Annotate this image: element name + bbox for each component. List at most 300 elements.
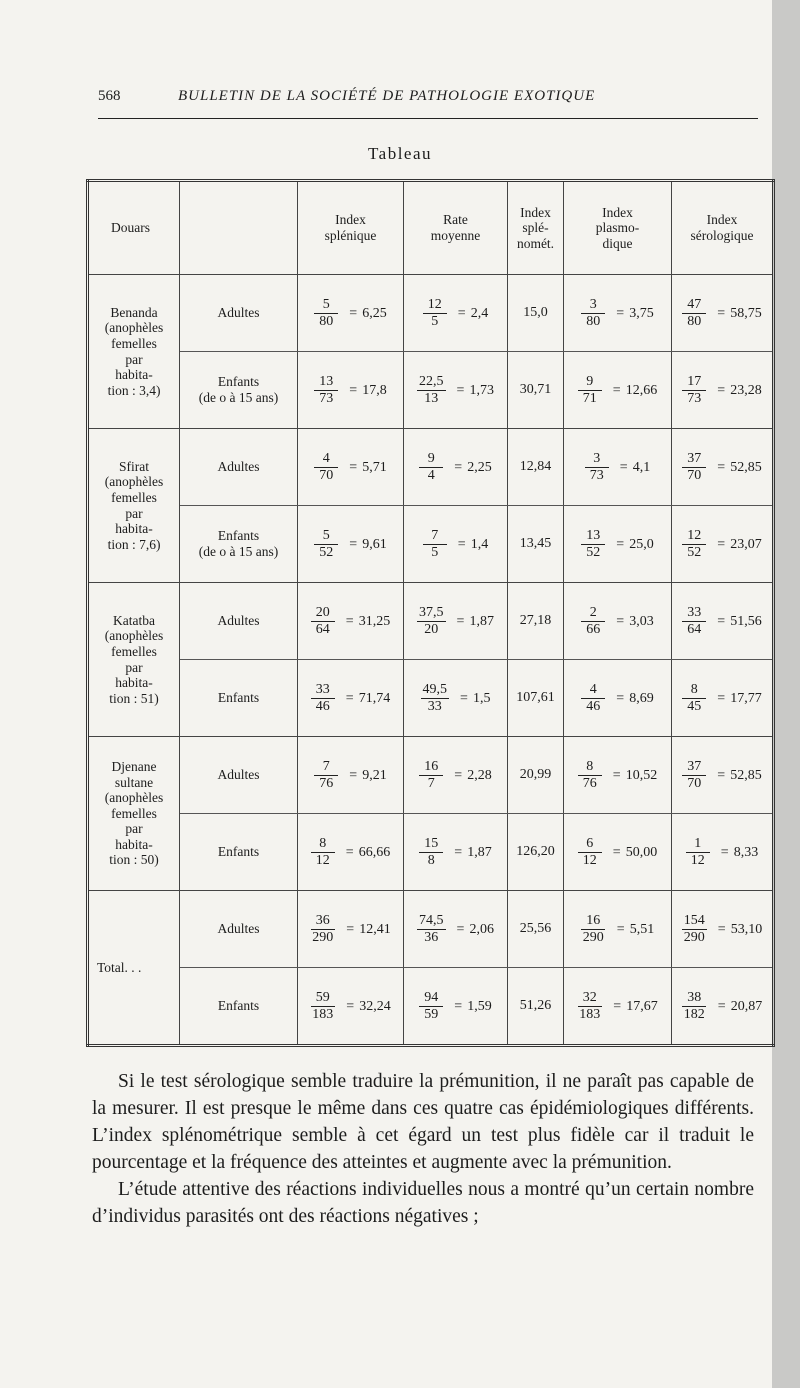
- fraction-cell: [404, 429, 508, 506]
- fraction-value: 5,71: [362, 459, 387, 475]
- fraction-expression: [421, 682, 491, 715]
- splenometric-index: 12,84: [508, 429, 564, 506]
- fraction-value: 1,87: [467, 844, 492, 860]
- table-row: [88, 506, 774, 583]
- fraction-value: 53,10: [730, 921, 763, 937]
- fraction-expression: [682, 913, 762, 946]
- text-line: par: [125, 351, 143, 367]
- fraction: [419, 990, 443, 1023]
- col-header-plasmo: Index plasmo- dique: [564, 181, 672, 275]
- fraction-expression: [423, 528, 488, 561]
- fraction-value: 8,33: [733, 844, 759, 860]
- numerator: 3: [581, 297, 605, 314]
- fraction-cell: [564, 429, 672, 506]
- numerator: 12: [682, 528, 706, 545]
- fraction-expression: [682, 297, 761, 330]
- splenometric-index: 15,0: [508, 275, 564, 352]
- col-header-douars: Douars: [88, 181, 180, 275]
- numerator: 4: [314, 451, 338, 468]
- equals-sign: =: [346, 921, 355, 937]
- denominator: 73: [319, 391, 334, 406]
- text-line: habita-: [115, 675, 153, 691]
- numerator: 13: [581, 528, 605, 545]
- fraction-expression: [578, 836, 657, 869]
- table-caption: Tableau: [367, 144, 433, 163]
- text-line: Enfants: [217, 690, 260, 706]
- denominator: 5: [431, 545, 439, 560]
- denominator: 73: [687, 391, 702, 406]
- fraction-value: 17,8: [362, 382, 387, 398]
- splenometric-index: 107,61: [508, 660, 564, 737]
- splenometric-index: 13,45: [508, 506, 564, 583]
- col-header-rate: Rate moyenne: [404, 181, 508, 275]
- fraction-cell: [404, 737, 508, 814]
- equals-sign: =: [717, 998, 726, 1014]
- text-line: (anophèles: [104, 790, 164, 806]
- equals-sign: =: [349, 536, 358, 552]
- fraction: [311, 836, 335, 869]
- denominator: 183: [579, 1007, 601, 1022]
- text-line: Benanda: [110, 304, 158, 320]
- splenometric-index: 25,56: [508, 891, 564, 968]
- douar-name: [88, 275, 180, 429]
- numerator: 7: [314, 759, 338, 776]
- fraction-cell: [564, 352, 672, 429]
- denominator: 52: [586, 545, 601, 560]
- fraction-cell: [564, 275, 672, 352]
- text-line: habita-: [115, 367, 153, 383]
- denominator: 64: [687, 622, 702, 637]
- denominator: 13: [424, 391, 439, 406]
- text-line: sultane: [114, 774, 154, 790]
- fraction-expression: [311, 605, 390, 638]
- splenometric-index: 27,18: [508, 583, 564, 660]
- splenometric-index: 126,20: [508, 814, 564, 891]
- fraction: [311, 682, 335, 715]
- equals-sign: =: [717, 382, 726, 398]
- fraction-expression: [682, 759, 761, 792]
- fraction: [682, 682, 706, 715]
- numerator: 37: [682, 451, 706, 468]
- fraction-cell: [672, 506, 774, 583]
- fraction: [314, 528, 338, 561]
- fraction-value: 2,06: [469, 921, 494, 937]
- denominator: 70: [687, 776, 702, 791]
- fraction-expression: [682, 682, 761, 715]
- fraction-expression: [682, 605, 761, 638]
- equals-sign: =: [349, 305, 358, 321]
- fraction-cell: [298, 968, 404, 1046]
- denominator: 33: [427, 699, 442, 714]
- denominator: 12: [582, 853, 597, 868]
- fraction-value: 32,24: [359, 998, 391, 1014]
- equals-sign: =: [349, 382, 358, 398]
- fraction-value: 6,25: [362, 305, 387, 321]
- numerator: 16: [419, 759, 443, 776]
- text-line: Djenane: [111, 759, 157, 775]
- body-text: [92, 1068, 754, 1230]
- text-line: (de o à 15 ans): [198, 544, 279, 559]
- equals-sign: =: [454, 767, 463, 783]
- population-category: [180, 737, 298, 814]
- fraction-cell: [672, 429, 774, 506]
- header-rule: [98, 118, 758, 119]
- text-line: femelles: [111, 489, 157, 505]
- col-header-splenique: Index splénique: [298, 181, 404, 275]
- numerator: 9: [578, 374, 602, 391]
- fraction-expression: [577, 990, 657, 1023]
- numerator: 6: [578, 836, 602, 853]
- population-category: [180, 968, 298, 1046]
- fraction: [310, 990, 335, 1023]
- numerator: 37,5: [419, 605, 444, 620]
- population-category: [180, 814, 298, 891]
- denominator: 290: [312, 930, 334, 945]
- fraction-expression: [682, 528, 761, 561]
- fraction-cell: [298, 506, 404, 583]
- fraction: [417, 913, 446, 946]
- denominator: 52: [319, 545, 334, 560]
- text-line: Sfirat: [119, 458, 149, 474]
- equals-sign: =: [345, 690, 354, 706]
- denominator: 73: [589, 468, 604, 483]
- text-line: femelles: [111, 643, 157, 659]
- fraction-cell: [298, 429, 404, 506]
- fraction-value: 50,00: [625, 844, 658, 860]
- denominator: 36: [424, 930, 439, 945]
- fraction-value: 5,51: [629, 921, 655, 937]
- fraction-expression: [419, 451, 491, 484]
- fraction: [682, 451, 706, 484]
- fraction: [578, 759, 602, 792]
- fraction-cell: [564, 583, 672, 660]
- table-row: [88, 891, 774, 968]
- population-category: [180, 583, 298, 660]
- fraction-value: 9,21: [362, 767, 387, 783]
- fraction: [581, 605, 605, 638]
- fraction-value: 1,4: [470, 536, 489, 552]
- numerator: 32: [578, 990, 602, 1007]
- fraction: [682, 605, 706, 638]
- fraction-expression: [682, 374, 761, 407]
- fraction-value: 3,03: [629, 613, 654, 629]
- text-line: Enfants: [217, 528, 260, 544]
- table-row: [88, 814, 774, 891]
- fraction: [311, 605, 335, 638]
- splenometric-index: 30,71: [508, 352, 564, 429]
- equals-sign: =: [460, 690, 468, 706]
- fraction: [682, 759, 706, 792]
- col-header-serologique: Index sérologique: [672, 181, 774, 275]
- numerator: 9: [419, 451, 443, 468]
- denominator: 290: [683, 930, 705, 945]
- fraction: [577, 990, 602, 1023]
- equals-sign: =: [619, 459, 628, 475]
- fraction-expression: [419, 990, 491, 1023]
- fraction: [419, 759, 443, 792]
- denominator: 12: [690, 853, 705, 868]
- fraction-value: 17,67: [626, 998, 658, 1014]
- running-title: BULLETIN DE LA SOCIÉTÉ DE PATHOLOGIE EXOTIQUE: [178, 88, 596, 104]
- equals-sign: =: [613, 998, 622, 1014]
- fraction: [686, 836, 710, 869]
- fraction-cell: [404, 968, 508, 1046]
- fraction-cell: [298, 583, 404, 660]
- population-category: [180, 506, 298, 583]
- fraction-value: 17,77: [730, 690, 762, 706]
- population-category: [180, 660, 298, 737]
- denominator: 20: [424, 622, 439, 637]
- fraction-value: 20,87: [730, 998, 763, 1014]
- fraction-cell: [404, 814, 508, 891]
- numerator: 16: [581, 913, 605, 930]
- fraction-cell: [564, 506, 672, 583]
- fraction: [314, 759, 338, 792]
- population-category: [180, 352, 298, 429]
- fraction-cell: [298, 814, 404, 891]
- numerator: 94: [419, 990, 443, 1007]
- fraction: [682, 528, 706, 561]
- fraction: [421, 682, 450, 715]
- denominator: 80: [319, 314, 334, 329]
- denominator: 183: [312, 1007, 334, 1022]
- text-line: habita-: [115, 836, 153, 852]
- numerator: 33: [682, 605, 706, 622]
- numerator: 5: [314, 297, 338, 314]
- fraction-cell: [672, 583, 774, 660]
- fraction-cell: [404, 891, 508, 968]
- denominator: 76: [582, 776, 597, 791]
- population-category: [180, 275, 298, 352]
- equals-sign: =: [454, 844, 463, 860]
- fraction-expression: [578, 374, 657, 407]
- equals-sign: =: [616, 613, 625, 629]
- fraction-expression: [581, 297, 653, 330]
- equals-sign: =: [717, 459, 726, 475]
- fraction-expression: [310, 913, 390, 946]
- table-row: [88, 583, 774, 660]
- fraction: [419, 451, 443, 484]
- fraction-value: 1,5: [472, 690, 491, 706]
- equals-sign: =: [717, 767, 726, 783]
- fraction-expression: [585, 451, 650, 484]
- fraction-value: 23,07: [730, 536, 762, 552]
- denominator: 182: [683, 1007, 705, 1022]
- fraction-cell: [298, 891, 404, 968]
- table-row: [88, 352, 774, 429]
- numerator: 15: [419, 836, 443, 853]
- fraction: [423, 297, 447, 330]
- equals-sign: =: [456, 382, 465, 398]
- text-line: femelles: [111, 805, 157, 821]
- table-row: [88, 429, 774, 506]
- fraction-cell: [404, 506, 508, 583]
- population-category: [180, 891, 298, 968]
- denominator: 4: [427, 468, 435, 483]
- fraction: [581, 913, 606, 946]
- fraction-cell: [298, 660, 404, 737]
- numerator: 20: [311, 605, 335, 622]
- table-row: [88, 660, 774, 737]
- fraction-expression: [417, 605, 494, 638]
- scan-edge: [772, 0, 800, 1388]
- numerator: 4: [581, 682, 605, 699]
- fraction: [581, 297, 605, 330]
- fraction-value: 8,69: [629, 690, 654, 706]
- fraction-cell: [672, 968, 774, 1046]
- fraction-value: 3,75: [629, 305, 654, 321]
- fraction-expression: [311, 836, 390, 869]
- denominator: 80: [586, 314, 601, 329]
- numerator: 5: [314, 528, 338, 545]
- numerator: 12: [423, 297, 447, 314]
- denominator: 80: [687, 314, 702, 329]
- denominator: 52: [687, 545, 702, 560]
- text-line: Adultes: [217, 613, 260, 629]
- equals-sign: =: [454, 459, 463, 475]
- numerator: 154: [683, 913, 705, 928]
- fraction: [682, 913, 707, 946]
- fraction-expression: [417, 913, 494, 946]
- fraction-expression: [686, 836, 758, 869]
- fraction: [314, 451, 338, 484]
- numerator: 59: [311, 990, 335, 1007]
- fraction-cell: [672, 352, 774, 429]
- equals-sign: =: [616, 690, 625, 706]
- numerator: 8: [578, 759, 602, 776]
- equals-sign: =: [345, 613, 354, 629]
- fraction-expression: [310, 990, 390, 1023]
- fraction-cell: [298, 275, 404, 352]
- fraction-cell: [404, 583, 508, 660]
- fraction-cell: [672, 660, 774, 737]
- fraction-expression: [314, 451, 386, 484]
- fraction-value: 2,4: [470, 305, 489, 321]
- numerator: 1: [686, 836, 710, 853]
- fraction-cell: [298, 737, 404, 814]
- text-line: Adultes: [217, 459, 260, 475]
- text-line: tion : 7,6): [107, 536, 161, 552]
- text-line: Adultes: [217, 767, 260, 783]
- equals-sign: =: [345, 844, 354, 860]
- text-line: Adultes: [217, 305, 260, 321]
- denominator: 59: [424, 1007, 439, 1022]
- denominator: 290: [582, 930, 604, 945]
- numerator: 17: [682, 374, 706, 391]
- numerator: 38: [682, 990, 706, 1007]
- fraction-cell: [672, 737, 774, 814]
- numerator: 37: [682, 759, 706, 776]
- numerator: 74,5: [419, 913, 444, 928]
- text-line: (anophèles: [104, 320, 164, 336]
- fraction-value: 52,85: [730, 459, 762, 475]
- population-category: [180, 429, 298, 506]
- fraction-cell: [298, 352, 404, 429]
- fraction-cell: [404, 660, 508, 737]
- fraction: [578, 836, 602, 869]
- text-line: Enfants: [217, 844, 260, 860]
- fraction: [423, 528, 447, 561]
- numerator: 8: [682, 682, 706, 699]
- denominator: 8: [427, 853, 435, 868]
- fraction-expression: [314, 374, 386, 407]
- fraction: [417, 374, 446, 407]
- table-header-row: [88, 181, 774, 275]
- equals-sign: =: [717, 305, 726, 321]
- numerator: 47: [682, 297, 706, 314]
- fraction-expression: [581, 528, 653, 561]
- data-table: [86, 179, 775, 1047]
- fraction-value: 66,66: [358, 844, 391, 860]
- fraction-value: 2,28: [467, 767, 492, 783]
- numerator: 22,5: [419, 374, 444, 389]
- fraction: [314, 297, 338, 330]
- numerator: 49,5: [422, 682, 448, 697]
- numerator: 2: [581, 605, 605, 622]
- fraction: [682, 374, 706, 407]
- equals-sign: =: [616, 305, 625, 321]
- text-line: Enfants: [217, 374, 260, 390]
- table-row: [88, 968, 774, 1046]
- equals-sign: =: [454, 998, 463, 1014]
- fraction: [682, 297, 706, 330]
- text-line: tion : 51): [109, 690, 159, 706]
- text-line: tion : 50): [109, 852, 159, 868]
- douar-name: [88, 891, 180, 1046]
- fraction-cell: [564, 968, 672, 1046]
- denominator: 71: [582, 391, 597, 406]
- fraction-expression: [578, 759, 657, 792]
- denominator: 70: [687, 468, 702, 483]
- text-line: Total. . .: [97, 959, 142, 975]
- fraction-value: 51,56: [730, 613, 762, 629]
- text-line: tion : 3,4): [107, 382, 161, 398]
- fraction-cell: [564, 660, 672, 737]
- equals-sign: =: [457, 305, 466, 321]
- equals-sign: =: [616, 921, 625, 937]
- fraction-cell: [672, 891, 774, 968]
- fraction: [417, 605, 446, 638]
- text-line: (anophèles: [104, 474, 164, 490]
- fraction-expression: [419, 836, 491, 869]
- fraction: [585, 451, 609, 484]
- douar-name: [88, 429, 180, 583]
- table-row: [88, 275, 774, 352]
- equals-sign: =: [717, 921, 726, 937]
- equals-sign: =: [456, 921, 465, 937]
- equals-sign: =: [349, 459, 358, 475]
- denominator: 7: [427, 776, 435, 791]
- fraction: [682, 990, 707, 1023]
- denominator: 66: [586, 622, 601, 637]
- page-number: 568: [98, 88, 121, 104]
- equals-sign: =: [717, 536, 726, 552]
- col-header-splenomet: Index splé- nomét.: [508, 181, 564, 275]
- fraction-value: 71,74: [358, 690, 391, 706]
- text-line: femelles: [111, 335, 157, 351]
- fraction-expression: [682, 451, 761, 484]
- equals-sign: =: [612, 844, 621, 860]
- equals-sign: =: [457, 536, 466, 552]
- fraction-expression: [581, 605, 653, 638]
- numerator: 36: [311, 913, 335, 930]
- denominator: 46: [586, 699, 601, 714]
- fraction: [578, 374, 602, 407]
- fraction: [310, 913, 335, 946]
- equals-sign: =: [612, 382, 621, 398]
- fraction-value: 4,1: [632, 459, 651, 475]
- fraction-cell: [672, 275, 774, 352]
